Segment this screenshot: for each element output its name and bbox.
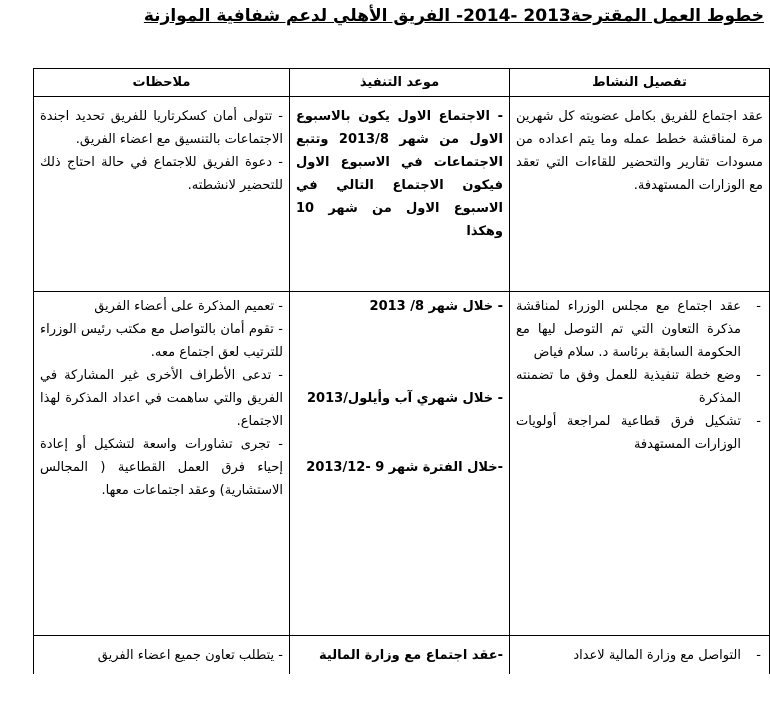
header-activity: تفصيل النشاط bbox=[510, 69, 770, 97]
timing-text: -خلال الفترة شهر 9 -2013/12 bbox=[306, 460, 503, 475]
timing-text: -عقد اجتماع مع وزارة المالية bbox=[319, 648, 503, 663]
note-text: - تدعى الأطراف الأخرى غير المشاركة في الفريق والتي ساهمت في اعداد المذكرة لهذا الاجتماع. bbox=[40, 368, 283, 429]
table-row bbox=[34, 97, 770, 292]
timing-text: - خلال شهر 8/ 2013 bbox=[369, 299, 503, 314]
note-text: - تعميم المذكرة على أعضاء الفريق bbox=[94, 299, 283, 314]
timing-text: - خلال شهري آب وأيلول/2013 bbox=[307, 391, 503, 406]
activity-cell bbox=[510, 97, 770, 292]
note-text: - يتطلب تعاون جميع اعضاء الفريق bbox=[97, 648, 283, 663]
notes-cell bbox=[34, 636, 290, 675]
timing-cell bbox=[290, 97, 510, 292]
activity-cell bbox=[510, 292, 770, 636]
table-header-row bbox=[34, 69, 770, 97]
work-plan-table bbox=[33, 68, 770, 674]
activity-text: - التواصل مع وزارة المالية لاعداد bbox=[516, 644, 763, 667]
activity-text: - وضع خطة تنفيذية للعمل وفق ما تضمنته المذكرة bbox=[516, 364, 763, 410]
timing-cell bbox=[290, 292, 510, 636]
note-text: - تتولى أمان كسكرتاريا للفريق تحديد اجندة الاجتماعات بالتنسيق مع اعضاء الفريق. bbox=[40, 109, 283, 147]
notes-cell bbox=[34, 97, 290, 292]
timing-cell bbox=[290, 636, 510, 675]
header-notes: ملاحظات bbox=[34, 69, 290, 97]
notes-cell bbox=[34, 292, 290, 636]
activity-text: - عقد اجتماع مع مجلس الوزراء لمناقشة مذكرة التعاون التي تم التوصل ليها مع الحكومة السابقة برئاسة د. سلام فياض bbox=[516, 295, 763, 364]
document-title: خطوط العمل المقترحة2013 -2014- الفريق الأهلي لدعم شفافية الموازنة bbox=[143, 6, 764, 26]
header-timing: موعد التنفيذ bbox=[290, 69, 510, 97]
activity-cell bbox=[510, 636, 770, 675]
table-row bbox=[34, 636, 770, 675]
note-text: - تقوم أمان بالتواصل مع مكتب رئيس الوزراء للترتيب لعق اجتماع معه. bbox=[40, 322, 283, 360]
note-text: - تجرى تشاورات واسعة لتشكيل أو إعادة إحياء فرق العمل القطاعية ( المجالس الاستشارية) وعقد اجتماعات معها. bbox=[40, 437, 283, 498]
activity-text: - تشكيل فرق قطاعية لمراجعة أولويات الوزارات المستهدفة bbox=[516, 410, 763, 456]
note-text: - دعوة الفريق للاجتماع في حالة احتاج ذلك للتحضير لانشطته. bbox=[40, 155, 283, 193]
activity-text: عقد اجتماع للفريق بكامل عضويته كل شهرين مرة لمناقشة خطط عمله وما يتم اعداده من مسودات تقارير والتحضير للقاءات التي تعقد مع الوزارات المستهدفة. bbox=[516, 109, 763, 193]
table-row bbox=[34, 292, 770, 636]
timing-text: - الاجتماع الاول يكون بالاسبوع الاول من شهر 2013/8 وتتبع الاجتماعات في الاسبوع الاول فيكون الاجتماع التالي في الاسبوع الاول من شهر 10 وهكذا bbox=[296, 109, 503, 239]
